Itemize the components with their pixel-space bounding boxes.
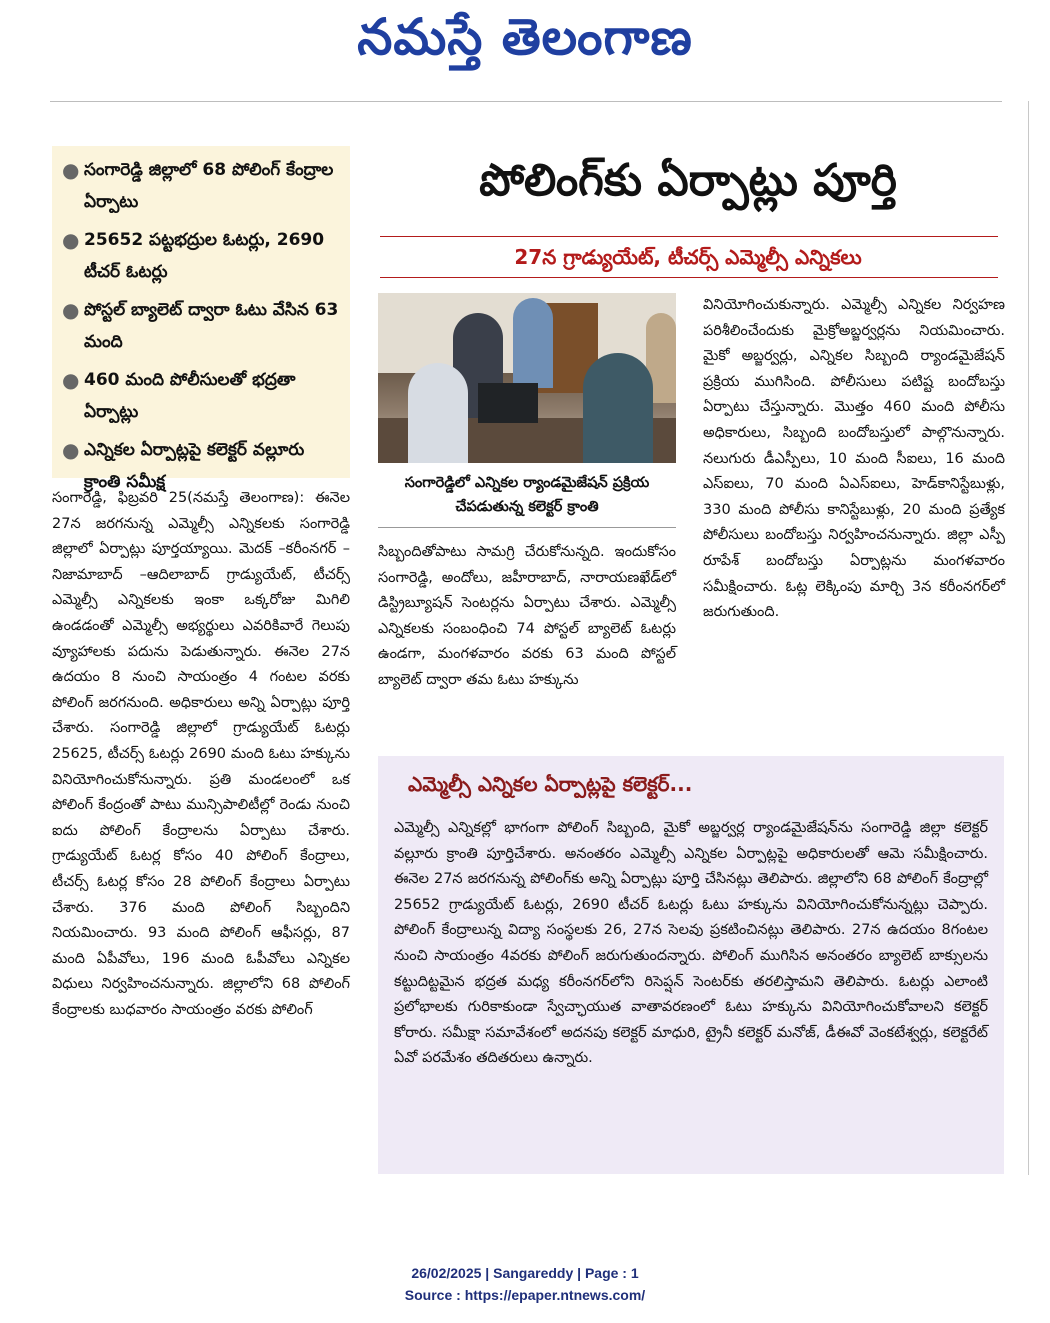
bullet-icon: ● bbox=[62, 158, 80, 182]
photo-person bbox=[513, 298, 553, 388]
page-footer bbox=[0, 1262, 1050, 1306]
newspaper-masthead: నమస్తే తెలంగాణ bbox=[357, 8, 693, 66]
highlight-item bbox=[62, 364, 344, 428]
highlight-text: సంగారెడ్డి జిల్లాలో 68 పోలింగ్ కేంద్రాల ఏర్పాటు bbox=[84, 160, 334, 212]
box-body: ఎమ్మెల్సీ ఎన్నికల్లో భాగంగా పోలింగ్ సిబ్బంది, మైకో అబ్జర్వర్ల ర్యాండమైజేషన్‌ను సంగారెడ్డి జిల్లా కలెక్టర్ వల్లూరు క్రాంతి పూర్తిచేశారు. అనంతరం ఎమ్మెల్సీ ఎన్నికల ఏర్పాట్లపై అధికారులతో ఆమె సమీక్షించారు. ఈనెల 27న జరగనున్న పోలింగ్‌కు అన్ని ఏర్పాట్లు పూర్తి చేసినట్లు తెలిపారు. జిల్లాలోని 68 పోలింగ్ కేంద్రాల్లో 25652 గ్రాడ్యుయేట్ ఓటర్లు, 2690 టీచర్ ఓటర్లు ఓటు హక్కును వినియోగించుకోనున్నట్లు చెప్పారు. పోలింగ్ కేంద్రాలున్న విద్యా సంస్థలకు 26, 27న సెలవు ప్రకటించినట్లు తెలిపారు. 27న ఉదయం 8గంటల నుంచి సాయంత్రం 4వరకు పోలింగ్ జరుగుతుందన్నారు. పోలింగ్ ముగిసిన అనంతరం బ్యాలెట్ బాక్సులను కట్టుదిట్టమైన భద్రత మధ్య కరీంనగర్‌లోని రిసెప్షన్ సెంటర్‌కు తరలిస్తామని తెలిపారు. ఓటర్లు ఎలాంటి ప్రలోభాలకు గురికాకుండా స్వేచ్ఛాయుత వాతావరణంలో ఓటు హక్కును వినియోగించుకోవాలని కలెక్టర్ కోరారు. సమీక్షా సమావేశంలో అదనపు కలెక్టర్ మాధురి, ట్రైనీ కలెక్టర్ మనోజ్, డీఈవో వెంకటేశ్వర్లు, కలెక్టరేట్ ఏవో పరమేశం తదితరులు ఉన్నారు. bbox=[394, 820, 988, 1067]
photo-person bbox=[583, 353, 653, 463]
photo-monitor bbox=[478, 383, 538, 423]
highlight-item bbox=[62, 224, 344, 288]
bullet-icon: ● bbox=[62, 228, 80, 252]
article-column-right bbox=[703, 293, 1005, 626]
article-text: సంగారెడ్డి, ఫిబ్రవరి 25(నమస్తే తెలంగాణ): ఈనెల 27న జరగనున్న ఎమ్మెల్సీ ఎన్నికలకు సంగారెడ్డి జిల్లాలో ఏర్పాట్లు పూర్తయ్యాయి. మెదక్ –కరీంనగర్ –నిజామాబాద్ –ఆదిలాబాద్ గ్రాడ్యుయేట్, టీచర్స్ ఎమ్మెల్సీ ఎన్నికలకు ఇంకా ఒక్కరోజు మిగిలి ఉండడంతో ఎమ్మెల్సీ అభ్యర్థులు ఎవరికివారే గెలుపు వ్యూహాలకు పదును పెడుతున్నారు. ఈనెల 27న ఉదయం 8 నుంచి సాయంత్రం 4 గంటల వరకు పోలింగ్ జరగనుంది. అధికారులు అన్ని ఏర్పాట్లు పూర్తి చేశారు. సంగారెడ్డి జిల్లాలో గ్రాడ్యుయేట్ ఓటర్లు 25625, టీచర్స్ ఓటర్లు 2690 మంది ఓటు హక్కును వినియోగించుకోనున్నారు. ప్రతి మండలంలో ఒక పోలింగ్ కేంద్రంతో పాటు మున్సిపాలిటీల్లో రెండు నుంచి ఐదు పోలింగ్ కేంద్రాలను ఏర్పాటు చేశారు. గ్రాడ్యుయేట్ ఓటర్ల కోసం 40 పోలింగ్ కేంద్రాలు, టీచర్స్ ఓటర్ల కోసం 28 పోలింగ్ కేంద్రాలు ఏర్పాటు చేశారు. 376 మంది పోలింగ్ సిబ్బందిని నియమించారు. 93 మంది పోలింగ్ ఆఫీసర్లు, 87 మంది ఏపీవోలు, 196 మంది ఓపీవోలు ఎన్నికల విధులు నిర్వహించనున్నారు. జిల్లాలోని 68 పోలింగ్ కేంద్రాలకు బుధవారం సాయంత్రం వరకు పోలింగ్ bbox=[52, 490, 350, 1018]
right-column-rule bbox=[1028, 101, 1029, 1175]
subhead-rule-top bbox=[380, 236, 998, 237]
article-column-left bbox=[52, 486, 350, 1023]
box-title: ఎమ్మెల్సీ ఎన్నికల ఏర్పాట్లపై కలెక్టర్... bbox=[408, 772, 693, 796]
masthead-divider bbox=[50, 101, 1002, 102]
article-photo bbox=[378, 293, 676, 463]
footer-date-line: 26/02/2025 | Sangareddy | Page : 1 bbox=[411, 1265, 639, 1281]
collector-review-box bbox=[378, 756, 1004, 1174]
bullet-icon: ● bbox=[62, 298, 80, 322]
footer-source-link[interactable]: Source : https://epaper.ntnews.com/ bbox=[404, 1287, 646, 1303]
photo-person bbox=[408, 363, 468, 463]
highlight-text: ఎన్నికల ఏర్పాట్లపై కలెక్టర్ వల్లూరు క్రాంతి సమీక్ష bbox=[84, 440, 305, 492]
article-text: సిబ్బందితోపాటు సామగ్రి చేరుకోనున్నది. ఇందుకోసం సంగారెడ్డి, అందోలు, జహీరాబాద్, నారాయణఖేడ్‌లో డిస్ట్రిబ్యూషన్ సెంటర్లను ఏర్పాటు చేశారు. ఎమ్మెల్సీ ఎన్నికలకు సంబంధించి 74 పోస్టల్ బ్యాలెట్ ఓటర్లు ఉండగా, మంగళవారం వరకు 63 మంది పోస్టల్ బ్యాలెట్ ద్వారా తమ ఓటు హక్కును bbox=[378, 544, 676, 688]
highlight-text: 25652 పట్టభద్రుల ఓటర్లు, 2690 టీచర్ ఓటర్లు bbox=[84, 230, 325, 282]
article-headline: పోలింగ్‌కు ఏర్పాట్లు పూర్తి bbox=[479, 155, 897, 206]
highlight-item bbox=[62, 154, 344, 218]
caption-rule bbox=[378, 527, 676, 528]
bullet-icon: ● bbox=[62, 438, 80, 462]
highlight-text: 460 మంది పోలీసులతో భద్రతా ఏర్పాట్లు bbox=[84, 370, 296, 422]
highlight-item bbox=[62, 294, 344, 358]
bullet-icon: ● bbox=[62, 368, 80, 392]
highlights-box bbox=[52, 146, 350, 492]
article-subheadline: 27న గ్రాడ్యుయేట్, టీచర్స్ ఎమ్మెల్సీ ఎన్నికలు bbox=[514, 245, 862, 269]
photo-caption: సంగారెడ్డిలో ఎన్నికల ర్యాండమైజేషన్ ప్రక్రియ చేపడుతున్న కలెక్టర్ క్రాంతి bbox=[404, 475, 650, 515]
article-column-middle bbox=[378, 540, 676, 694]
highlight-text: పోస్టల్ బ్యాలెట్ ద్వారా ఓటు వేసిన 63 మంది bbox=[84, 300, 339, 352]
subhead-rule-bottom bbox=[380, 277, 998, 278]
article-text: వినియోగించుకున్నారు. ఎమ్మెల్సీ ఎన్నికల నిర్వహణ పరిశీలించేందుకు మైక్రోఅబ్జర్వర్లను నియమించారు. మైకో అబ్జర్వర్లు, ఎన్నికల సిబ్బంది ర్యాండమైజేషన్ ప్రక్రియ ముగిసింది. పోలీసులు పటిష్ట బందోబస్తు ఏర్పాటు చేస్తున్నారు. మొత్తం 460 మంది పోలీసు అధికారులు, సిబ్బంది బందోబస్తులో పాల్గొనున్నారు. నలుగురు డీఎస్పీలు, 10 మంది సీఐలు, 16 మంది ఎస్ఐలు, 70 మంది ఏఎస్ఐలు, హెడ్‌కానిస్టేబుళ్లు, 330 మంది పోలీసు కానిస్టేబుళ్లు, 20 మంది ప్రత్యేక పోలీసులు బందోబస్తు నిర్వహించనున్నారు. జిల్లా ఎస్పీ రూపేశ్ బందోబస్తు ఏర్పాట్లను మంగళవారం సమీక్షించారు. ఓట్ల లెక్కింపు మార్చి 3న కరీంనగర్‌లో జరుగుతుంది. bbox=[703, 297, 1005, 621]
